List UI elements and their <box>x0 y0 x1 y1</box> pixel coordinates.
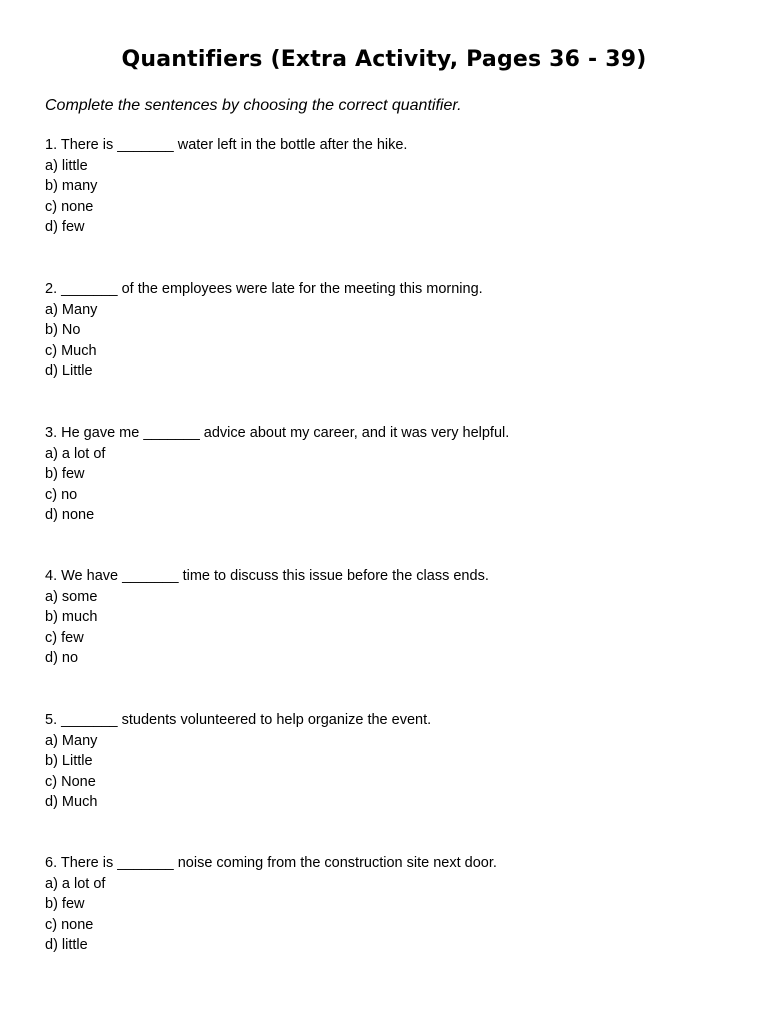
option-a: a) Many <box>45 732 98 749</box>
option-c: c) None <box>45 773 96 790</box>
question-text: 2. _______ of the employees were late for the meeting this morning. <box>45 281 483 297</box>
option-c: c) none <box>45 916 94 933</box>
question-text: 6. There is _______ noise coming from the construction site next door. <box>45 855 497 871</box>
question-text: 4. We have _______ time to discuss this issue before the class ends. <box>45 568 489 584</box>
question-text: 3. He gave me _______ advice about my career, and it was very helpful. <box>45 425 510 441</box>
question-text: 1. There is _______ water left in the bottle after the hike. <box>45 137 408 153</box>
option-b: b) No <box>45 322 81 338</box>
option-b: b) Little <box>45 753 93 769</box>
option-d: d) few <box>45 219 85 235</box>
option-a: a) some <box>45 588 98 605</box>
question-1 <box>45 135 745 238</box>
instructions-text: Complete the sentences by choosing the correct quantifier. <box>45 97 462 114</box>
option-b: b) much <box>45 609 98 625</box>
option-b: b) few <box>45 466 85 482</box>
option-c: c) Much <box>45 342 97 359</box>
question-5 <box>45 710 745 813</box>
option-a: a) a lot of <box>45 875 106 892</box>
page-title: Quantifiers (Extra Activity, Pages 36 - 39) <box>121 47 647 72</box>
question-2 <box>45 279 745 382</box>
option-c: c) no <box>45 486 78 503</box>
question-3 <box>45 423 745 526</box>
option-d: d) Much <box>45 794 98 810</box>
question-4 <box>45 566 745 669</box>
option-d: d) Little <box>45 363 93 379</box>
option-a: a) a lot of <box>45 445 106 462</box>
option-c: c) none <box>45 198 94 215</box>
option-c: c) few <box>45 629 84 646</box>
option-d: d) none <box>45 507 95 523</box>
option-a: a) Many <box>45 301 98 318</box>
option-d: d) little <box>45 937 88 953</box>
option-d: d) no <box>45 650 79 666</box>
question-6 <box>45 853 745 956</box>
option-b: b) few <box>45 896 85 912</box>
option-a: a) little <box>45 157 88 174</box>
question-text: 5. _______ students volunteered to help organize the event. <box>45 712 432 728</box>
option-b: b) many <box>45 178 98 194</box>
